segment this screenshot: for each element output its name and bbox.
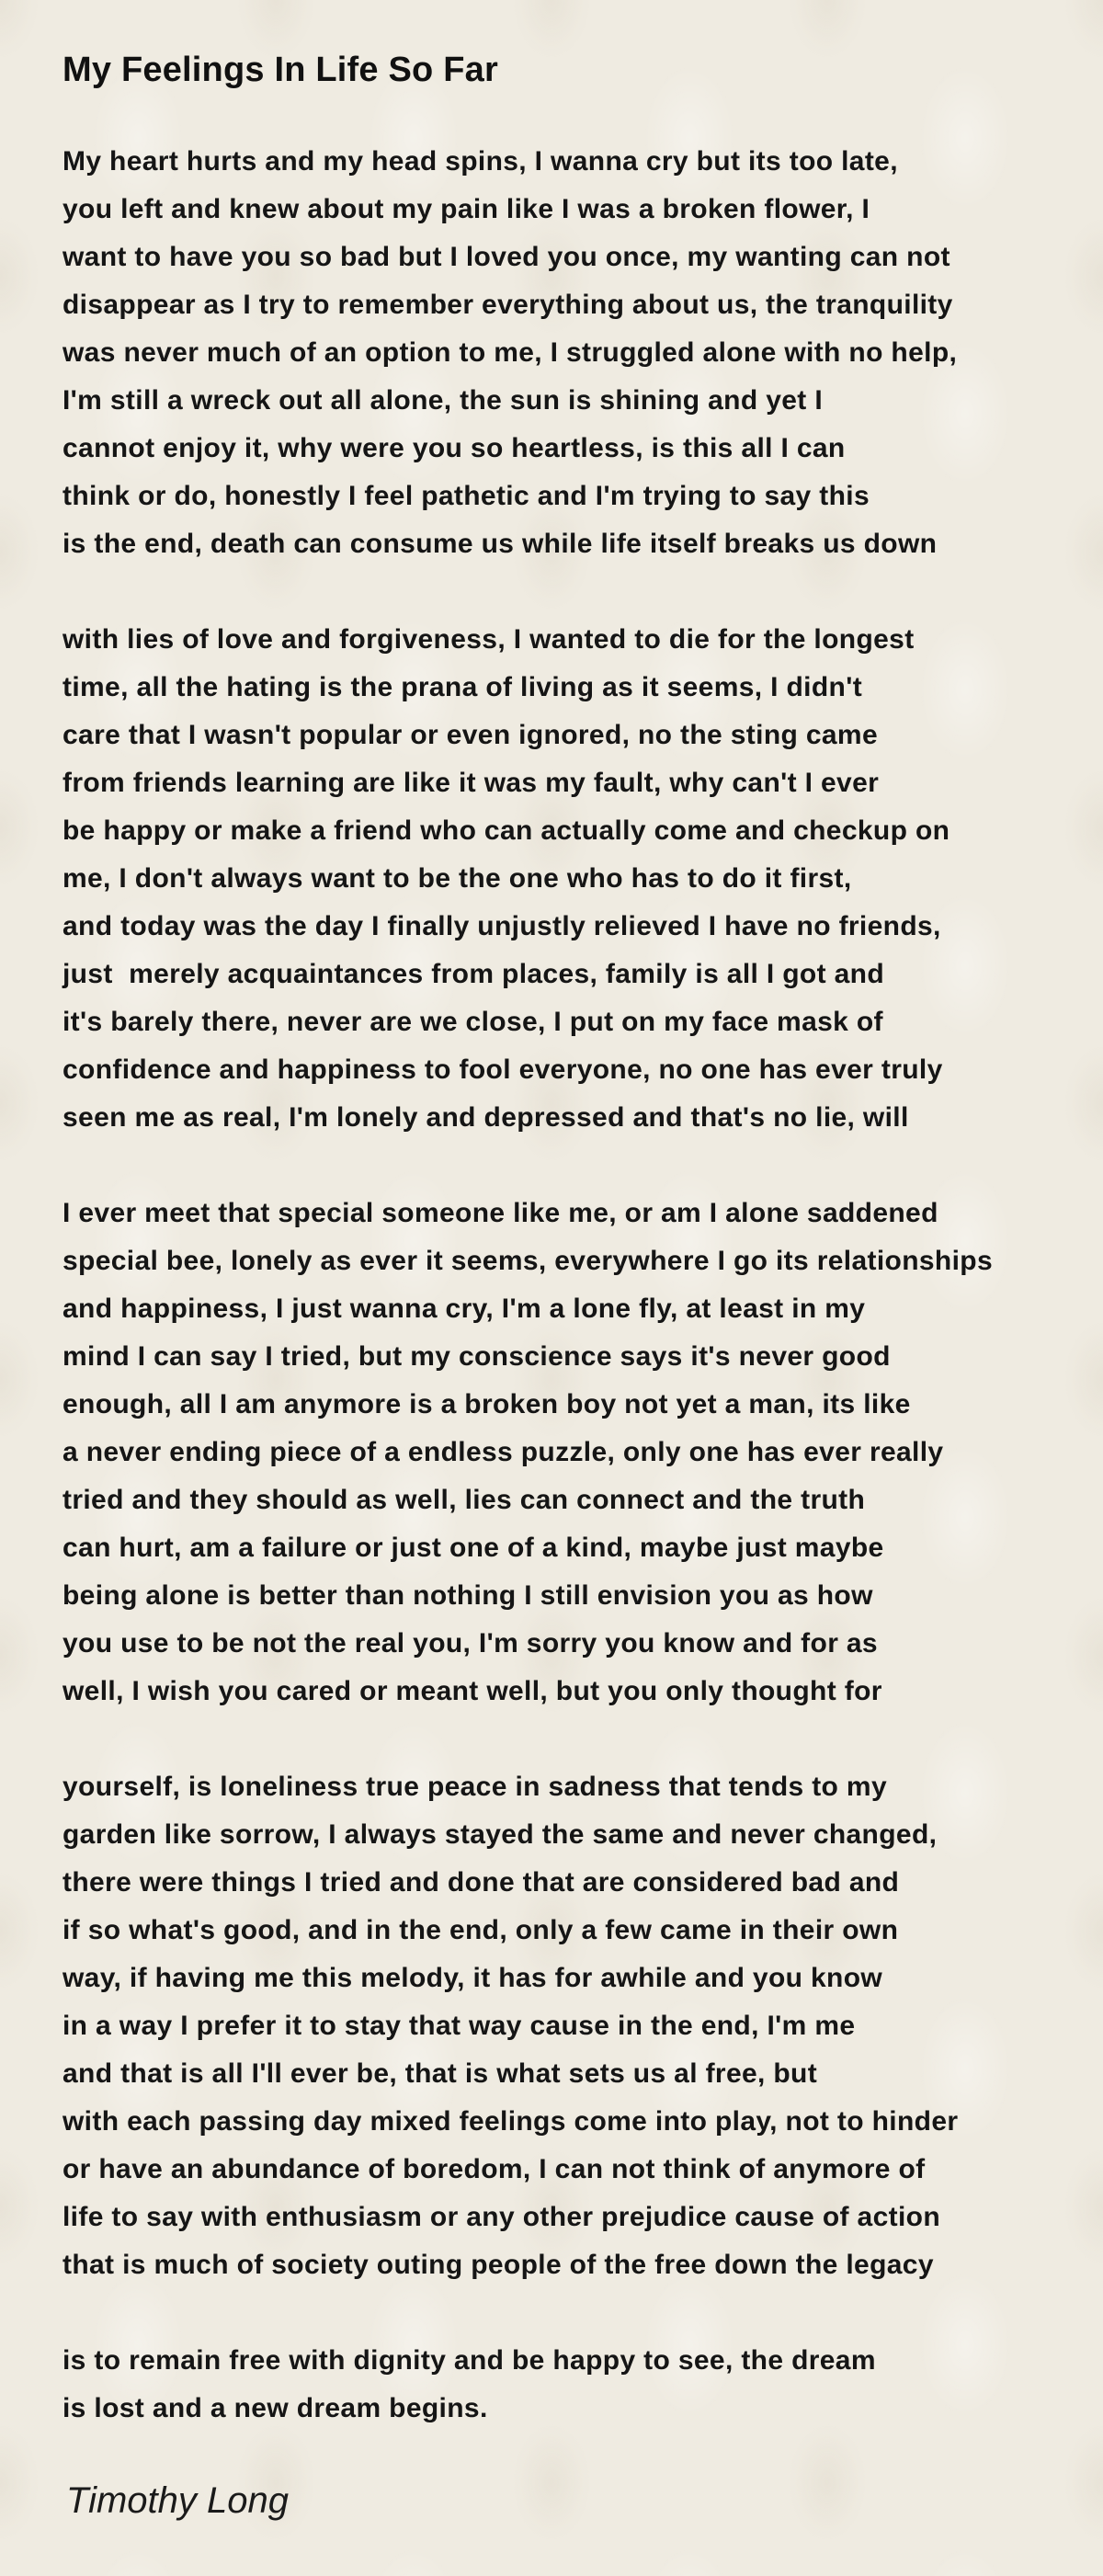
poem-line: is to remain free with dignity and be happy to see, the dream <box>63 2345 876 2376</box>
poem-body <box>63 138 1103 2433</box>
poem-line: want to have you so bad but I loved you once, my wanting can not <box>63 242 950 272</box>
poem-line: tried and they should as well, lies can connect and the truth <box>63 1485 866 1515</box>
poem-line: be happy or make a friend who can actually come and checkup on <box>63 815 950 846</box>
poem-line: can hurt, am a failure or just one of a kind, maybe just maybe <box>63 1533 884 1563</box>
poem-line: disappear as I try to remember everything about us, the tranquility <box>63 290 953 320</box>
poem-line: and that is all I'll ever be, that is what sets us al free, but <box>63 2058 818 2089</box>
poem-line: in a way I prefer it to stay that way cause in the end, I'm me <box>63 2011 856 2041</box>
poem-author: Timothy Long <box>66 2480 289 2521</box>
stanza <box>63 616 1103 1142</box>
poem-line: was never much of an option to me, I struggled alone with no help, <box>63 337 958 368</box>
poem-line: care that I wasn't popular or even ignored, no the sting came <box>63 720 878 750</box>
stanza <box>63 1190 1103 1715</box>
poem-line: mind I can say I tried, but my conscience says it's never good <box>63 1341 891 1372</box>
poem-line: with lies of love and forgiveness, I wanted to die for the longest <box>63 624 915 655</box>
poem-line: there were things I tried and done that are considered bad and <box>63 1867 900 1898</box>
poem-line: garden like sorrow, I always stayed the same and never changed, <box>63 1819 938 1850</box>
poem-line: me, I don't always want to be the one who has to do it first, <box>63 863 852 894</box>
poem-title: My Feelings In Life So Far <box>63 51 498 89</box>
poem-line: with each passing day mixed feelings come into play, not to hinder <box>63 2106 959 2137</box>
poem-line: just merely acquaintances from places, family is all I got and <box>63 959 885 989</box>
poem-line: special bee, lonely as ever it seems, everywhere I go its relationships <box>63 1246 993 1276</box>
stanza <box>63 1763 1103 2289</box>
poem-line: a never ending piece of a endless puzzle, only one has ever really <box>63 1437 944 1467</box>
poem-line: you use to be not the real you, I'm sorry you know and for as <box>63 1628 878 1658</box>
poem-line: cannot enjoy it, why were you so heartless, is this all I can <box>63 433 846 463</box>
poem-line: My heart hurts and my head spins, I wanna cry but its too late, <box>63 146 898 177</box>
poem-line: well, I wish you cared or meant well, but you only thought for <box>63 1676 882 1706</box>
poem-line: is lost and a new dream begins. <box>63 2393 488 2423</box>
poem-line: from friends learning are like it was my fault, why can't I ever <box>63 768 880 798</box>
poem-line: way, if having me this melody, it has for awhile and you know <box>63 1963 883 1993</box>
poem-line: and today was the day I finally unjustly relieved I have no friends, <box>63 911 941 941</box>
poem-line: and happiness, I just wanna cry, I'm a lone fly, at least in my <box>63 1294 866 1324</box>
poem-line: I ever meet that special someone like me, or am I alone saddened <box>63 1198 938 1228</box>
poem-line: you left and knew about my pain like I was a broken flower, I <box>63 194 870 224</box>
poem-line: yourself, is loneliness true peace in sadness that tends to my <box>63 1772 887 1802</box>
poem-line: it's barely there, never are we close, I put on my face mask of <box>63 1007 883 1037</box>
poem-line: if so what's good, and in the end, only a few came in their own <box>63 1915 899 1945</box>
poem-line: confidence and happiness to fool everyone, no one has ever truly <box>63 1054 943 1085</box>
stanza <box>63 138 1103 568</box>
poem-line: is the end, death can consume us while life itself breaks us down <box>63 529 938 559</box>
poem-line: time, all the hating is the prana of living as it seems, I didn't <box>63 672 863 702</box>
poem-line: think or do, honestly I feel pathetic and I'm trying to say this <box>63 481 870 511</box>
poem-line: life to say with enthusiasm or any other prejudice cause of action <box>63 2202 940 2232</box>
poem-line: that is much of society outing people of the free down the legacy <box>63 2250 934 2280</box>
stanza <box>63 2337 1103 2433</box>
poem-line: enough, all I am anymore is a broken boy not yet a man, its like <box>63 1389 911 1419</box>
poem-line: I'm still a wreck out all alone, the sun is shining and yet I <box>63 385 823 416</box>
poem-line: or have an abundance of boredom, I can not think of anymore of <box>63 2154 926 2184</box>
poem-line: seen me as real, I'm lonely and depressed and that's no lie, will <box>63 1102 909 1133</box>
poem-line: being alone is better than nothing I still envision you as how <box>63 1580 873 1611</box>
